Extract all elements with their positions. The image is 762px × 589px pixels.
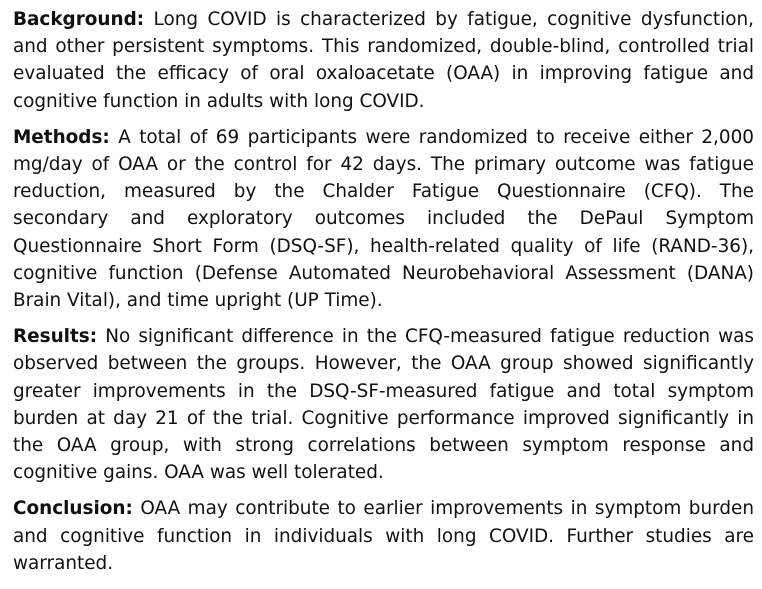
- methods-text: A total of 69 participants were randomized to receive either 2,000 mg/day of OAA or the control for 42 days. The primary outcome was fatigue reduction, measured by the Chalder Fatigue Questionnaire (CFQ). The secondary and exploratory outcomes included the DePaul Symptom Questionnaire Short Form (DSQ-SF), health-related quality of life (RAND-36), cognitive function (Defense Automated Neurobehavioral Assessment (DANA) Brain Vital), and time upright (UP Time).: [13, 126, 754, 312]
- background-section: [13, 6, 754, 115]
- methods-section: [13, 124, 754, 314]
- results-text: No significant difference in the CFQ-measured fatigue reduction was observed between the groups. However, the OAA group showed significantly greater improvements in the DSQ-SF-measured fatigue and total symptom burden at day 21 of the trial. Cognitive performance improved significantly in the OAA group, with strong correlations between symptom response and cognitive gains. OAA was well tolerated.: [13, 326, 754, 484]
- results-label: Results:: [13, 326, 98, 348]
- results-section: [13, 323, 754, 486]
- background-label: Background:: [13, 9, 145, 30]
- conclusion-text: OAA may contribute to earlier improvements in symptom burden and cognitive function in individuals with long COVID. Further studies are warranted.: [13, 498, 754, 574]
- methods-label: Methods:: [13, 126, 110, 148]
- conclusion-section: [13, 495, 754, 577]
- background-text: Long COVID is characterized by fatigue, cognitive dysfunction, and other persistent symptoms. This randomized, double-blind, controlled trial evaluated the efficacy of oral oxaloacetate (OAA) in improving fatigue and cognitive function in adults with long COVID.: [13, 9, 754, 112]
- conclusion-label: Conclusion:: [13, 498, 133, 520]
